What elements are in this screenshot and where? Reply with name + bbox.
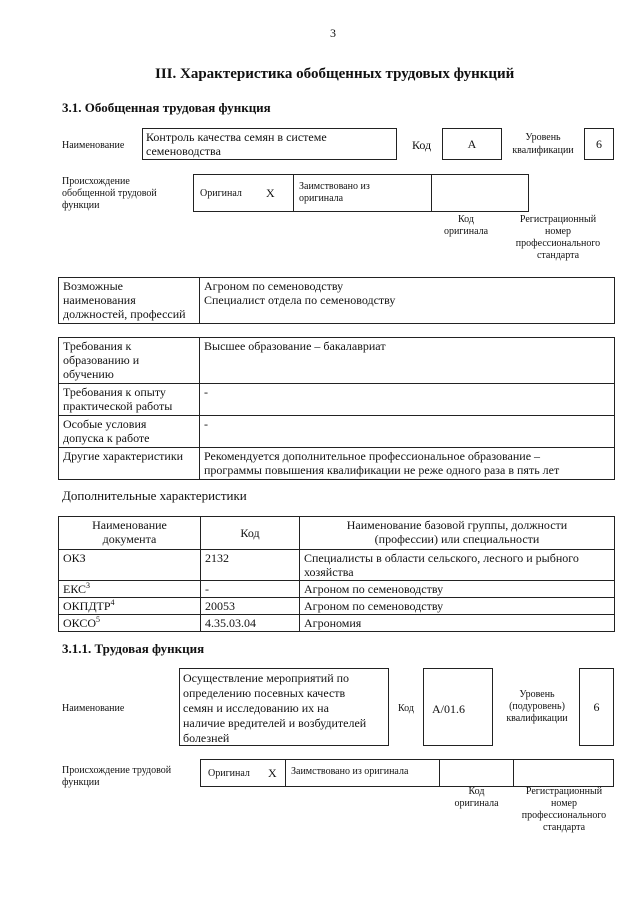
other-value-1: Рекомендуется дополнительное профессиональное образование – xyxy=(204,449,541,463)
tf-origin-2: функции xyxy=(62,777,100,788)
doc-name: ОКЗ xyxy=(63,551,86,565)
doc-code: - xyxy=(205,582,209,596)
edu-label-2: образованию и xyxy=(63,353,140,367)
positions-label-2: наименования xyxy=(63,293,136,307)
tf-name-2: определению посевных качеств xyxy=(183,686,346,700)
positions-label-3: должностей, профессий xyxy=(63,307,186,321)
tf-name-1: Осуществление мероприятий по xyxy=(183,671,350,685)
doc-group-1: Агроном по семеноводству xyxy=(304,582,444,596)
col-name-header-1: Наименование базовой группы, должности xyxy=(346,518,568,532)
table-row xyxy=(59,598,615,615)
gtf-name-value-1: Контроль качества семян в системе xyxy=(146,130,327,144)
doc-group-1: Специалисты в области сельского, лесного и рыбного xyxy=(304,551,579,565)
tf-heading: 3.1.1. Трудовая функция xyxy=(62,641,205,656)
other-label: Другие характеристики xyxy=(63,449,184,463)
exp-label-2: практической работы xyxy=(63,399,173,413)
tf-name-3: семян и исследованию их на xyxy=(183,701,329,715)
positions-label-1: Возможные xyxy=(63,279,123,293)
edu-label-1: Требования к xyxy=(63,339,132,353)
gtf-original-mark: X xyxy=(266,186,275,200)
tf-code-value: A/01.6 xyxy=(432,702,465,716)
col-name-header-2: (профессии) или специальности xyxy=(374,532,540,546)
special-value: - xyxy=(204,417,208,431)
gtf-code-value: A xyxy=(467,137,477,151)
tf-borrowed-label: Заимствовано из оригинала xyxy=(291,766,409,777)
tf-level-value: 6 xyxy=(593,700,600,714)
gtf-reg-4: стандарта xyxy=(536,250,580,261)
table-row xyxy=(59,615,615,632)
gtf-heading: 3.1. Обобщенная трудовая функция xyxy=(62,100,271,115)
gtf-level-label-1: Уровень xyxy=(525,132,561,143)
col-code-header: Код xyxy=(240,526,260,540)
tf-reg-3: профессионального xyxy=(521,810,607,821)
doc-group-2: хозяйства xyxy=(304,565,354,579)
additional-table xyxy=(58,516,615,632)
edu-label-3: обучению xyxy=(63,367,114,381)
gtf-code-orig-1: Код xyxy=(458,214,474,225)
gtf-reg-1: Регистрационный xyxy=(519,214,597,225)
tf-reg-1: Регистрационный xyxy=(525,786,603,797)
doc-sup: 4 xyxy=(110,598,115,607)
table-row xyxy=(59,581,615,598)
gtf-code-box xyxy=(442,128,502,160)
gtf-reg-3: профессионального xyxy=(515,238,601,249)
positions-value-1: Агроном по семеноводству xyxy=(204,279,344,293)
other-value-2: программы повышения квалификации не реже одного раза в пять лет xyxy=(204,463,560,477)
special-label-2: допуска к работе xyxy=(63,431,150,445)
tf-level-box xyxy=(579,668,614,746)
page-title: III. Характеристика обобщенных трудовых функций xyxy=(155,66,515,82)
doc-sup: 5 xyxy=(96,615,101,624)
gtf-level-label-2: квалификации xyxy=(512,145,574,156)
tf-level-1: Уровень xyxy=(519,689,555,700)
gtf-level-value: 6 xyxy=(596,137,602,151)
tf-reg-2: номер xyxy=(551,798,577,809)
positions-value-2: Специалист отдела по семеноводству xyxy=(204,293,396,307)
tf-name-box xyxy=(179,668,389,746)
gtf-name-box xyxy=(142,128,397,160)
additional-heading: Дополнительные характеристики xyxy=(62,488,247,503)
gtf-code-orig-2: оригинала xyxy=(443,226,489,237)
gtf-borrowed-label-2: оригинала xyxy=(299,193,344,204)
gtf-level-box xyxy=(584,128,614,160)
doc-sup: 3 xyxy=(86,581,91,590)
gtf-origin-label-3: функции xyxy=(62,200,100,211)
gtf-code-label: Код xyxy=(412,138,432,152)
gtf-origin-label-2: обобщенной трудовой xyxy=(62,188,157,199)
special-label-1: Особые условия xyxy=(63,417,147,431)
col-doc-header-1: Наименование xyxy=(92,518,167,532)
doc-group-1: Агрономия xyxy=(304,616,362,630)
exp-label-1: Требования к опыту xyxy=(63,385,166,399)
tf-name-4: наличие вредителей и возбудителей xyxy=(183,716,367,730)
doc-name: ОКСО xyxy=(63,616,97,630)
tf-origin-1: Происхождение трудовой xyxy=(62,765,172,776)
gtf-name-label: Наименование xyxy=(62,140,125,151)
tf-reg-4: стандарта xyxy=(542,822,586,833)
gtf-original-label: Оригинал xyxy=(200,188,242,199)
doc-name: ЕКС xyxy=(63,582,87,596)
tf-code-box xyxy=(423,668,493,746)
doc-name: ОКПДТР xyxy=(63,599,111,613)
tf-name-5: болезней xyxy=(183,731,230,745)
gtf-name-value-2: семеноводства xyxy=(146,144,221,158)
gtf-borrowed-label-1: Заимствовано из xyxy=(299,181,370,192)
gtf-origin-label-1: Происхождение xyxy=(62,176,130,187)
tf-code-label: Код xyxy=(398,703,414,714)
page-number: 3 xyxy=(330,26,336,40)
doc-code: 20053 xyxy=(205,599,235,613)
tf-original-mark: X xyxy=(268,766,277,780)
doc-group-1: Агроном по семеноводству xyxy=(304,599,444,613)
doc-code: 4.35.03.04 xyxy=(205,616,256,630)
edu-value: Высшее образование – бакалавриат xyxy=(204,339,386,353)
gtf-origin-box xyxy=(193,174,529,212)
exp-value: - xyxy=(204,385,208,399)
tf-level-2: (подуровень) xyxy=(509,701,565,712)
tf-code-orig-2: оригинала xyxy=(454,798,499,809)
tf-level-3: квалификации xyxy=(506,713,568,724)
positions-table xyxy=(58,277,615,324)
gtf-reg-2: номер xyxy=(545,226,571,237)
doc-code: 2132 xyxy=(205,551,229,565)
col-doc-header-2: документа xyxy=(102,532,157,546)
table-row xyxy=(59,550,615,581)
tf-code-orig-1: Код xyxy=(468,786,485,797)
tf-original-label: Оригинал xyxy=(208,768,250,779)
requirements-table xyxy=(58,337,615,480)
tf-name-label: Наименование xyxy=(62,703,125,714)
